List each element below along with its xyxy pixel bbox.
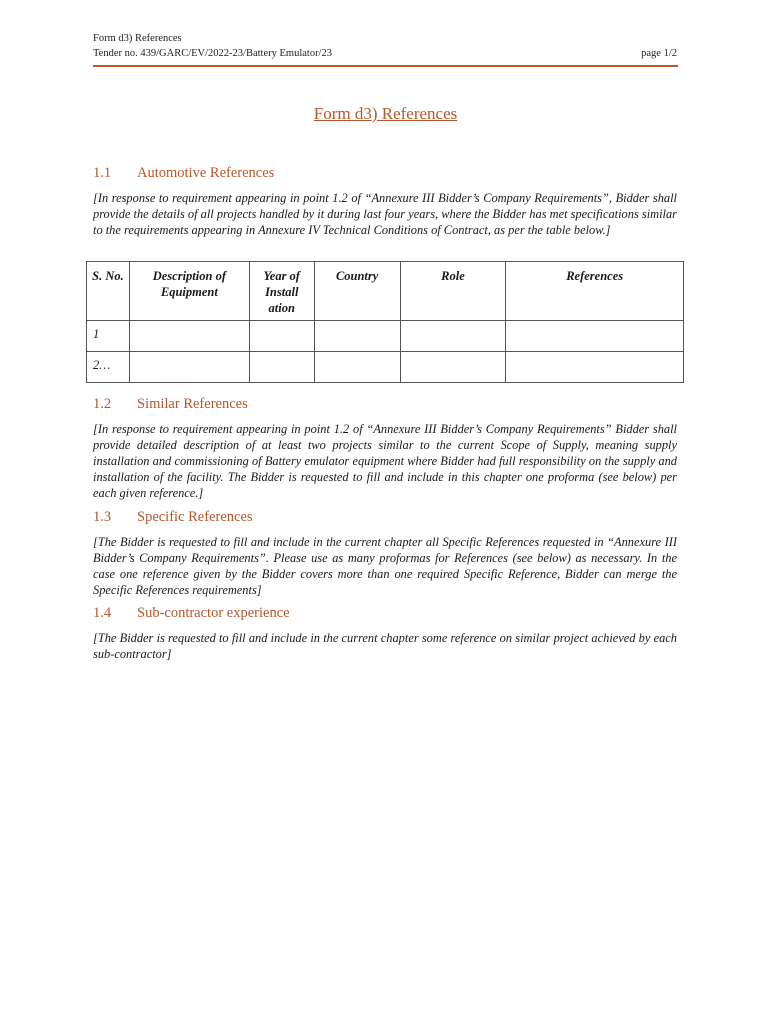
column-header-role: Role: [400, 262, 506, 321]
table-cell[interactable]: 2…: [87, 352, 130, 383]
column-header-year: Year of Install ation: [249, 262, 314, 321]
section-text-specific: [The Bidder is requested to fill and include in the current chapter all Specific References requested in “Annexure III Bidder’s Company Requirements”. Please use as many proformas for References (see below) as necessary. In the case one reference given by the Bidder covers more than one required Specific Reference, Bidder can merge the Specific References requirements]: [93, 535, 677, 597]
table-header-row: [87, 262, 684, 321]
table-cell[interactable]: [314, 321, 400, 352]
section-title: Specific References: [137, 509, 253, 525]
section-heading-similar: [93, 396, 248, 413]
section-number: 1.3: [93, 509, 112, 525]
header-page-number: page 1/2: [641, 48, 677, 59]
table-cell[interactable]: 1: [87, 321, 130, 352]
section-text-subcontractor: [The Bidder is requested to fill and include in the current chapter some reference on similar project achieved by each sub-contractor]: [93, 631, 677, 661]
section-heading-automotive: [93, 165, 274, 182]
table-cell[interactable]: [249, 321, 314, 352]
table-cell[interactable]: [314, 352, 400, 383]
section-title: Sub-contractor experience: [137, 605, 290, 621]
table-row: [87, 321, 684, 352]
header-rule: [93, 65, 678, 67]
section-heading-subcontractor: [93, 605, 290, 622]
table-cell[interactable]: [506, 352, 684, 383]
header-tender-number: Tender no. 439/GARC/EV/2022-23/Battery Emulator/23: [93, 48, 332, 59]
table-cell[interactable]: [506, 321, 684, 352]
section-text-automotive: [In response to requirement appearing in point 1.2 of “Annexure III Bidder’s Company Requirements”, Bidder shall provide the details of all projects handled by it during last four years, where the Bidder has met specifications similar to the requirements appearing in Annexure IV Technical Conditions of Contract, as per the table below.]: [93, 191, 677, 237]
header-form-name: Form d3) References: [93, 33, 182, 44]
column-header-s-no: S. No.: [87, 262, 130, 321]
section-heading-specific: [93, 509, 253, 526]
section-text-similar: [In response to requirement appearing in point 1.2 of “Annexure III Bidder’s Company Requirements” Bidder shall provide detailed description of at least two projects similar to the current Scope of Supply, meaning supply installation and commissioning of Battery emulator equipment where Bidder had full responsibility on the supply and installation of the facility. The Bidder is requested to fill and include in this chapter one proforma (see below) per each given reference.]: [93, 422, 677, 500]
table-row: [87, 352, 684, 383]
section-title: Automotive References: [137, 165, 275, 181]
table-cell[interactable]: [249, 352, 314, 383]
automotive-references-table: [86, 261, 684, 383]
page-title: Form d3) References: [313, 104, 458, 123]
section-title: Similar References: [137, 396, 248, 412]
table-cell[interactable]: [400, 352, 506, 383]
column-header-description: Description of Equipment: [129, 262, 249, 321]
table-cell[interactable]: [129, 321, 249, 352]
section-number: 1.2: [93, 396, 112, 412]
table-cell[interactable]: [400, 321, 506, 352]
section-number: 1.1: [93, 165, 112, 181]
column-header-country: Country: [314, 262, 400, 321]
table-cell[interactable]: [129, 352, 249, 383]
section-number: 1.4: [93, 605, 112, 621]
column-header-references: References: [506, 262, 684, 321]
